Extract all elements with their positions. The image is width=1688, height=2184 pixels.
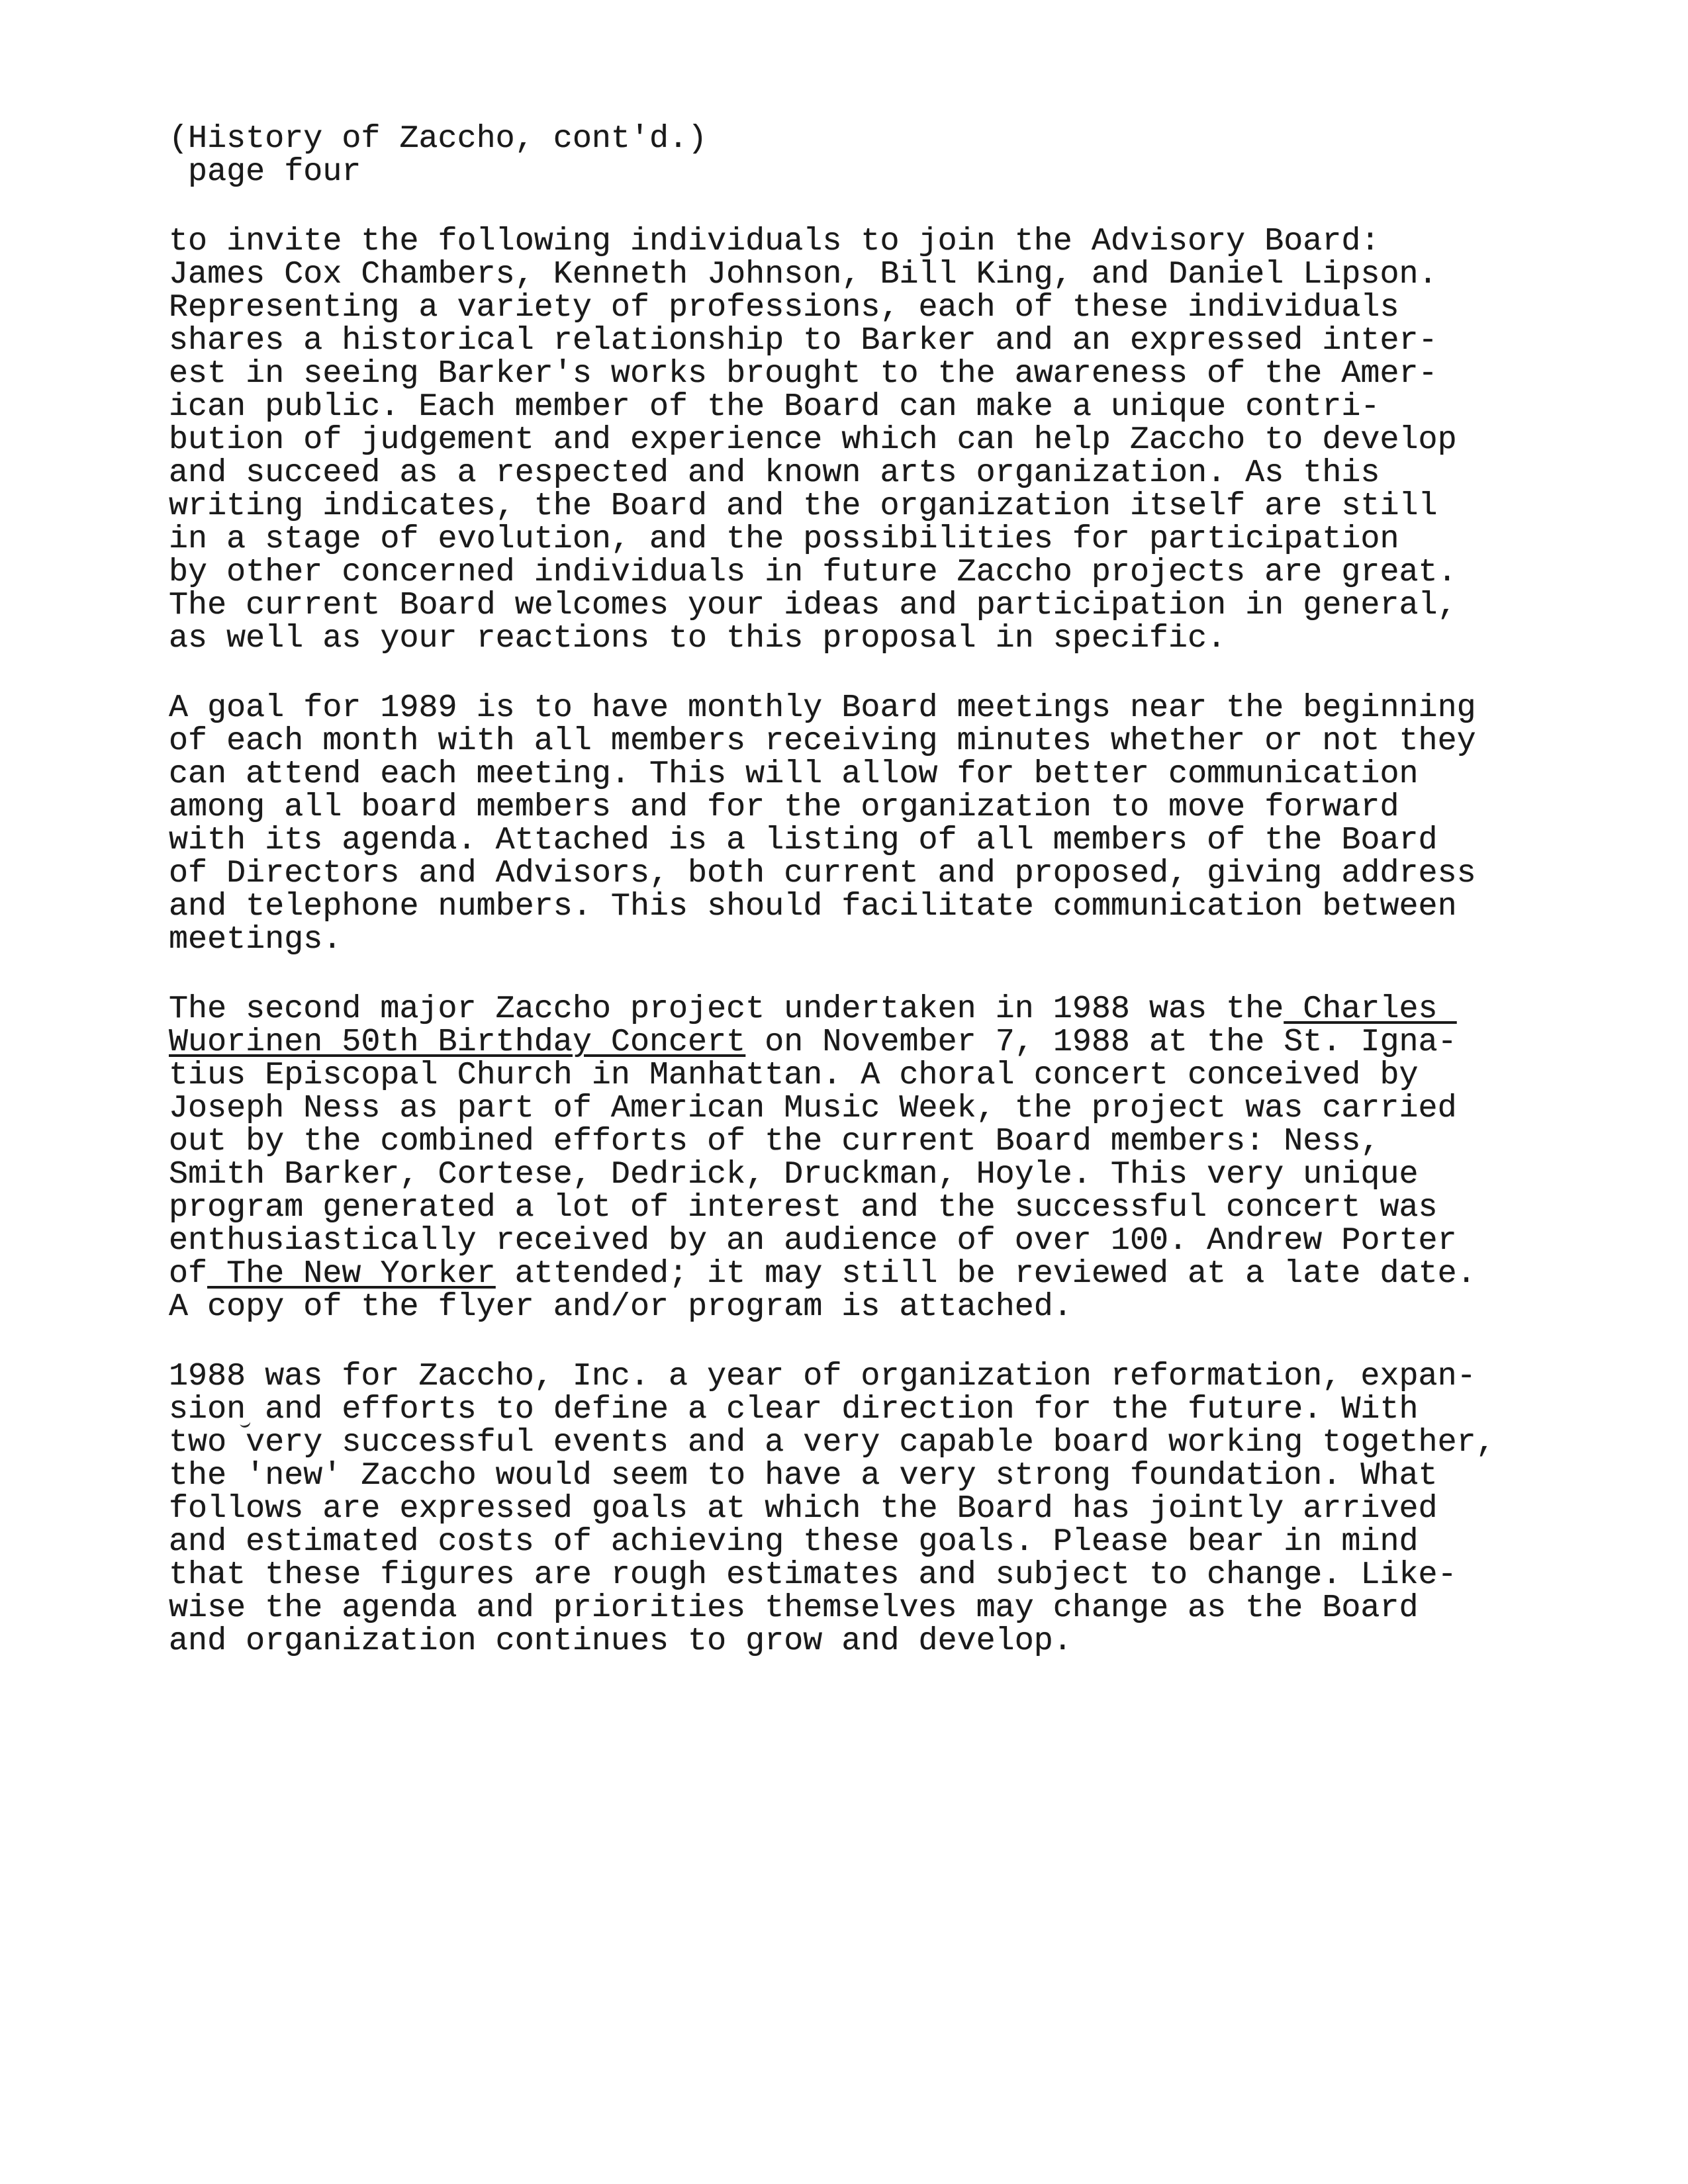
text-line [169,457,1495,490]
text-line [169,1625,1495,1658]
text-segment: Representing a variety of professions, each of these individuals [169,289,1399,326]
text-line [169,589,1495,622]
text-segment: meetings. [169,921,342,958]
text-segment: James Cox Chambers, Kenneth Johnson, Bill King, and Daniel Lipson. [169,256,1438,293]
text-segment: sion and efforts to define a clear direction for the future. With [169,1391,1419,1428]
text-line [169,1257,1495,1291]
text-segment: A goal for 1989 is to have monthly Board meetings near the beginning [169,690,1476,726]
text-segment: and estimated costs of achieving these goals. Please bear in mind [169,1524,1419,1560]
text-segment: two very successful events and a very capable board working together, [169,1424,1495,1461]
text-segment: and telephone numbers. This should facilitate communication between [169,888,1457,925]
text-segment: and organization continues to grow and develop. [169,1623,1072,1659]
header-page-number: page four [169,154,361,190]
header-title: (History of Zaccho, cont'd.) [169,120,708,157]
page-header [169,122,1495,189]
text-segment: he flyer and/or program is attached. [380,1289,1072,1325]
underlined-text: The New Yorker [226,1255,496,1292]
text-segment: of [169,1255,227,1292]
text-segment: The current Board welcomes your ideas and participation in general, [169,587,1457,623]
text-line [169,1026,1495,1059]
document-content [169,122,1495,1694]
text-segment: The second major Zaccho project undertaken in 1988 was the Charles [169,991,1438,1027]
text-line [169,993,1495,1026]
text-segment: writing indicates, the Board and the organization itself are still [169,488,1438,524]
text-segment: est in seeing Barker's works brought to the awareness of the Amer- [169,355,1438,392]
text-line [169,291,1495,324]
text-line [169,225,1495,258]
text-line [169,357,1495,390]
text-segment: program generated a lot of interest and the successful concert was [169,1189,1438,1226]
text-line [169,1291,1495,1324]
text-segment: among all board members and for the organization to move forward [169,789,1399,825]
text-segment: 1988 was for Zaccho, Inc. a year of organization reformation, expan- [169,1358,1476,1394]
text-line [169,490,1495,523]
text-line [169,523,1495,556]
text-line [169,556,1495,589]
text-segment: tius Episcopal Church in Manhattan. A choral concert conceived by [169,1057,1419,1093]
text-line [169,622,1495,655]
paragraph [169,993,1495,1324]
text-segment: to invite the following individuals to join the Advisory Board: [169,223,1380,259]
text-line [169,1059,1495,1092]
text-line [169,758,1495,791]
text-line [169,857,1495,890]
text-line [169,1092,1495,1125]
text-line [169,1592,1495,1625]
text-segment: out by the combined efforts of the current Board members: Ness, [169,1123,1380,1160]
overlined-text: St. Igna- [1284,1024,1457,1060]
text-line [169,1525,1495,1559]
text-segment: as well as your reactions to this proposal in specific. [169,620,1227,657]
document-body [169,225,1495,1658]
text-line [169,1393,1495,1426]
text-line [169,324,1495,357]
paragraph [169,225,1495,655]
text-line [169,1559,1495,1592]
text-line [169,1360,1495,1393]
text-line [169,791,1495,824]
text-segment: Joseph Ness as part of American Music Week, the project was carried [169,1090,1457,1126]
text-segment: ican public. Each member of the Board can make a unique contri- [169,388,1380,425]
text-segment: that these figures are rough estimates and subject to change. Like- [169,1557,1457,1593]
text-line [169,725,1495,758]
text-line [169,1492,1495,1525]
text-segment: in a stage of evolution, and the possibilities for participation [169,521,1399,557]
paragraph [169,692,1495,956]
text-segment: with its agenda. Attached is a listing of all members of the Board [169,822,1438,858]
text-line [169,258,1495,291]
text-segment: and succeed as a respected and known arts organization. As this [169,455,1380,491]
text-line [169,1191,1495,1224]
text-line [169,923,1495,956]
text-segment: enthusiastically received by an audience of over 100. Andrew Porter [169,1222,1457,1259]
text-segment: Smith Barker, Cortese, Dedrick, Druckman, Hoyle. This very unique [169,1156,1419,1193]
underlined-text: Wuorinen 50th Birthday Concert [169,1024,746,1060]
text-line [169,1426,1495,1459]
text-segment: shares a historical relationship to Barker and an expressed inter- [169,322,1438,359]
text-line [169,1125,1495,1158]
text-segment: on November 7, 1988 at the [745,1024,1284,1060]
text-line [169,692,1495,725]
text-segment: of each month with all members receiving minutes whether or not they [169,723,1476,759]
text-segment: the 'new' Zaccho would seem to have a very strong foundation. What [169,1457,1438,1494]
text-segment: A [169,1289,208,1325]
text-segment: can attend each meeting. This will allow for better communication [169,756,1419,792]
text-segment: of Directors and Advisors, both current and proposed, giving address [169,855,1476,891]
text-line [169,424,1495,457]
text-line [169,1224,1495,1257]
text-segment: bution of judgement and experience which can help Zaccho to develop [169,422,1457,458]
text-segment: wise the agenda and priorities themselves may change as the Board [169,1590,1419,1626]
text-line [169,390,1495,424]
overlined-text: copy of t [207,1289,381,1325]
text-segment: follows are expressed goals at which the Board has jointly arrived [169,1490,1438,1527]
text-segment: attended; it may still be reviewed at a late date. [495,1255,1476,1292]
paragraph [169,1360,1495,1658]
text-line [169,824,1495,857]
text-line [169,890,1495,923]
text-line [169,1158,1495,1191]
text-line [169,1459,1495,1492]
text-segment: by other concerned individuals in future Zaccho projects are great. [169,554,1457,590]
